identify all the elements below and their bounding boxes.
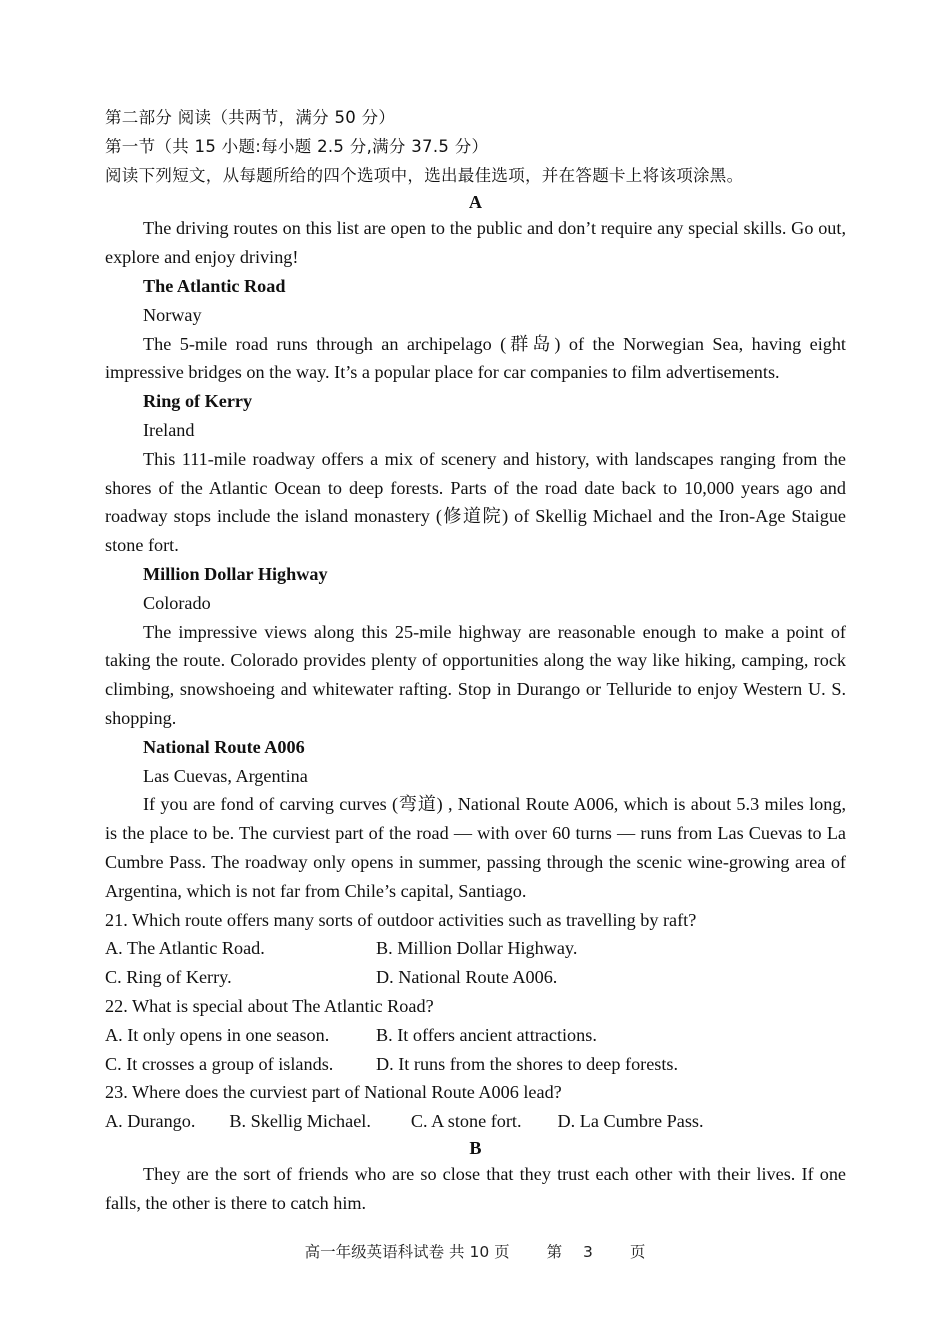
route-place: Norway	[143, 304, 202, 325]
question-stem: 23. Where does the curviest part of National Route A006 lead?	[105, 1082, 562, 1103]
instruction: 阅读下列短文，从每题所给的四个选项中，选出最佳选项，并在答题卡上将该项涂黑。	[105, 165, 744, 185]
route-text: The impressive views along this 25-mile highway are reasonable enough to make a point of taking the route. Colorado provides plenty of opportunities along the way like hiking, camping, rock climbing, snowshoeing and whitewater rafting. Stop in Durango or Telluride to enjoy Western U. S. shopping.	[105, 621, 846, 728]
section-heading: 第一节（共 15 小题:每小题 2.5 分,满分 37.5 分）	[105, 136, 489, 156]
part-heading: 第二部分 阅读（共两节，满分 50 分）	[105, 108, 396, 127]
option-row	[105, 1107, 846, 1136]
page-footer	[0, 1240, 950, 1262]
question-stem: 22. What is special about The Atlantic Road?	[105, 995, 434, 1016]
option-a: A. It only opens in one season.	[105, 1024, 330, 1045]
option-b: B. It offers ancient attractions.	[376, 1024, 597, 1045]
option-c: C. It crosses a group of islands.	[105, 1053, 334, 1074]
option-c: C. Ring of Kerry.	[105, 967, 232, 988]
passage-b-label: B	[469, 1137, 482, 1158]
option-row	[105, 963, 846, 992]
route-name: The Atlantic Road	[143, 275, 286, 296]
route-place: Las Cuevas, Argentina	[143, 765, 308, 786]
option-b: B. Skellig Michael.	[229, 1111, 371, 1132]
option-row	[105, 1021, 846, 1050]
footer-page-prefix: 第	[546, 1243, 563, 1261]
passage-b-text: They are the sort of friends who are so close that they trust each other with their lives. If one falls, the other is there to catch him.	[105, 1163, 846, 1213]
option-row	[105, 1050, 846, 1079]
option-d: D. La Cumbre Pass.	[557, 1111, 704, 1132]
option-row	[105, 934, 846, 963]
footer-page-number: 3	[583, 1243, 593, 1261]
route-name: Million Dollar Highway	[143, 563, 328, 584]
passage-a-label: A	[468, 192, 483, 213]
route-name: National Route A006	[143, 736, 305, 757]
route-place: Ireland	[143, 419, 195, 440]
option-c: C. A stone fort.	[410, 1111, 522, 1132]
footer-page-suffix: 页	[629, 1243, 646, 1261]
option-a: A. The Atlantic Road.	[105, 938, 265, 959]
route-text: If you are fond of carving curves (弯道) , National Route A006, which is about 5.3 miles long, is the place to be. The curviest part of the road — with over 60 turns — runs from Las Cuevas to La Cumbre Pass. The roadway only opens in summer, passing through the scenic wine-growing area of Argentina, which is not far from Chile’s capital, Santiago.	[105, 794, 846, 901]
option-b: B. Million Dollar Highway.	[376, 938, 578, 959]
exam-page	[105, 104, 846, 1217]
option-d: D. It runs from the shores to deep forests.	[376, 1053, 679, 1074]
route-name: Ring of Kerry	[143, 391, 253, 412]
question-stem: 21. Which route offers many sorts of outdoor activities such as travelling by raft?	[105, 909, 697, 930]
route-place: Colorado	[143, 592, 211, 613]
option-d: D. National Route A006.	[376, 967, 558, 988]
route-text: This 111-mile roadway offers a mix of scenery and history, with landscapes ranging from the shores of the Atlantic Ocean to deep forests. Parts of the road date back to 10,000 years ago and roadway stops include the island monastery (修道院) of Skellig Michael and the Iron-Age Staigue stone fort.	[105, 448, 846, 556]
option-a: A. Durango.	[105, 1111, 196, 1132]
passage-a-intro: The driving routes on this list are open to the public and don’t require any special skills. Go out, explore and enjoy driving!	[105, 218, 846, 268]
route-text: The 5-mile road runs through an archipelago (群岛) of the Norwegian Sea, having eight impressive bridges on the way. It’s a popular place for car companies to film advertisements.	[105, 333, 846, 383]
footer-title: 高一年级英语科试卷 共 10 页	[304, 1243, 510, 1261]
